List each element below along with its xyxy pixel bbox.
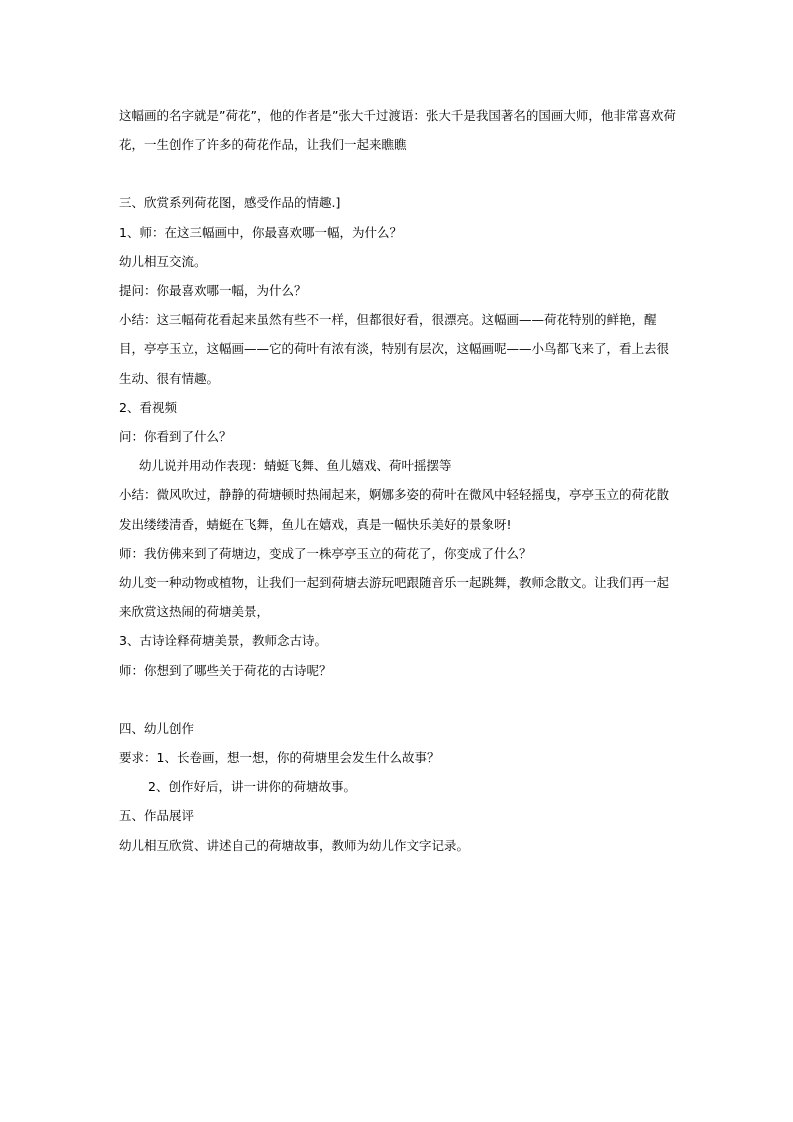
blank-line: [119, 159, 679, 188]
section-5-heading: 五、作品展评: [119, 808, 195, 824]
summary-paintings: 小结：这三幅荷花看起来虽然有些不一样，但都很好看，很漂亮。这幅画——荷花特别的鲜艳，醒目，亭亭玉立，这幅画——它的荷叶有浓有淡，特别有层次，这幅画呢——小鸟都飞来了，看上去很生动、很有情趣。: [119, 312, 670, 386]
requirement-1: 要求：1、长卷画，想一想，你的荷塘里会发生什么故事？: [119, 750, 440, 766]
section-3-heading: 三、欣赏系列荷花图，感受作品的情趣.]: [119, 195, 341, 211]
children-exchange: 幼儿相互交流。: [119, 253, 207, 269]
children-play: 幼儿变一种动物或植物，让我们一起到荷塘去游玩吧跟随音乐一起跳舞，教师念散文。让我们再一起来欣赏这热闹的荷塘美景，: [119, 575, 670, 620]
step-2-video: 2、看视频: [119, 399, 177, 415]
step-1-question: 1、师：在这三幅画中，你最喜欢哪一幅，为什么？: [119, 224, 402, 240]
blank-line: [119, 685, 679, 714]
teacher-poem-question: 师：你想到了哪些关于荷花的古诗呢？: [119, 662, 332, 678]
summary-pond: 小结：微风吹过，静静的荷塘顿时热闹起来，婀娜多姿的荷叶在微风中轻轻摇曳，亭亭玉立的荷花散发出缕缕清香，蜻蜓在飞舞，鱼儿在嬉戏，真是一幅快乐美好的景象呀!: [119, 487, 670, 532]
children-act-out: 幼儿说并用动作表现：蜻蜓飞舞、鱼儿嬉戏、荷叶摇摆等: [139, 458, 452, 474]
teacher-transform: 师：我仿佛来到了荷塘边，变成了一株亭亭玉立的荷花了，你变成了什么？: [119, 545, 532, 561]
document-body: [119, 101, 679, 860]
paragraph-intro: 这幅画的名字就是”荷花”，他的作者是”张大千过渡语：张大千是我国著名的国画大师，他非常喜欢荷花，一生创作了许多的荷花作品，让我们一起来瞧瞧: [119, 108, 676, 153]
requirement-2: 2、创作好后，讲一讲你的荷塘故事。: [148, 779, 356, 795]
step-3-poem: 3、古诗诠释荷塘美景，教师念古诗。: [119, 633, 327, 649]
section-5-text: 幼儿相互欣赏、讲述自己的荷塘故事，教师为幼儿作文字记录。: [119, 837, 470, 853]
section-4-heading: 四、幼儿创作: [119, 720, 195, 736]
question-what-seen: 问：你看到了什么？: [119, 429, 232, 445]
question-favorite: 提问：你最喜欢哪一幅，为什么？: [119, 283, 307, 299]
